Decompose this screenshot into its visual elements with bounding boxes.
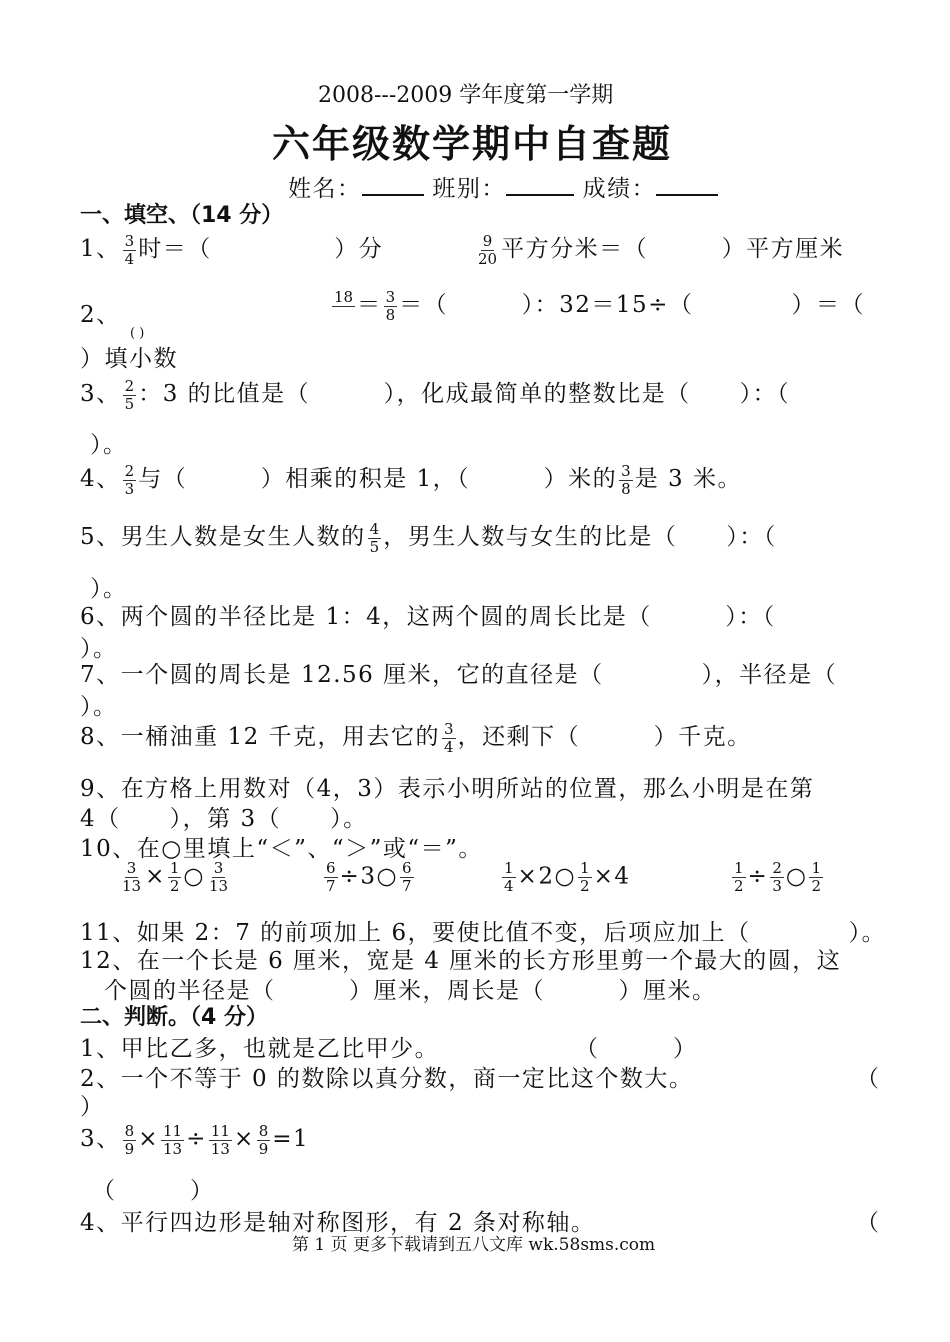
judge-question-4: 4、平行四边形是轴对称图形，有 2 条对称轴。 — [80, 1210, 596, 1236]
page-footer: 第 1 页 更多下载请到五八文库 wk.58sms.com — [292, 1235, 656, 1255]
question-1-10: 10、在○里填上“＜”、“＞”或“＝”。 — [80, 836, 483, 862]
question-1-6-cont: ）。 — [80, 636, 118, 662]
fraction: $\frac{11}{13}$ — [162, 1121, 183, 1158]
fraction: $\frac{2}{5}$ — [124, 376, 135, 413]
score-label: 成绩： — [582, 176, 657, 202]
judge-paren-2: （ — [856, 1066, 881, 1092]
question-1-2-cont: ）填小数 — [80, 346, 178, 372]
judge-question-1: 1、甲比乙多，也就是乙比甲少。 — [80, 1036, 440, 1062]
compare-expr-2: $\frac{6}{7}$ ÷3○ $\frac{6}{7}$ — [326, 859, 412, 895]
judge-question-3: 3、 $\frac{8}{9}$ × $\frac{11}{13}$ ÷ $\frac{11}{13}$ × $\frac{8}{9}$ =1 — [80, 1121, 310, 1158]
question-1-11: 11、如果 2：7 的前项加上 6，要使比值不变，后项应加上（ ）。 — [80, 920, 887, 946]
question-1-1b: $\frac{9}{20}$ 平方分米＝（ ）平方厘米 — [478, 231, 845, 268]
question-1-2-num: 2、 — [80, 302, 121, 328]
fraction: $\frac{3}{13}$ — [209, 859, 229, 895]
fraction: $\frac{3}{8}$ — [621, 461, 631, 498]
score-blank — [656, 174, 718, 196]
question-1-7: 7、一个圆的周长是 12.56 厘米，它的直径是（ ），半径是（ — [80, 662, 838, 688]
question-1-5: 5、男生人数是女生人数的 $\frac{4}{5}$ ，男生人数与女生的比是（ ）：（ — [80, 519, 777, 556]
question-1-5-cont: ）。 — [90, 576, 128, 602]
fraction: $\frac{8}{9}$ — [124, 1121, 135, 1158]
fraction: $\frac{6}{7}$ — [402, 859, 412, 895]
judge-paren-3: （ ） — [92, 1178, 215, 1204]
fraction: $\frac{2}{3}$ — [772, 859, 782, 895]
question-1-1: 1、 $\frac{3}{4}$ 时＝（ ）分 — [80, 231, 384, 268]
question-1-8: 8、一桶油重 12 千克，用去它的 $\frac{3}{4}$ ，还剩下（ ）千克。 — [80, 719, 752, 756]
fraction: $\frac{2}{3}$ — [124, 461, 135, 498]
class-label: 班别： — [432, 176, 506, 202]
question-1-6: 6、两个圆的半径比是 1：4，这两个圆的周长比是（ ）：（ — [80, 604, 776, 630]
judge-paren-1: （ ） — [575, 1036, 698, 1062]
question-1-9-cont: 4（ ），第 3（ ）。 — [80, 806, 368, 832]
fraction: $\frac{4}{5}$ — [369, 519, 380, 556]
fraction: $\frac{3}{13}$ — [122, 859, 142, 895]
question-1-2: 18 ＝ $\frac{3}{8}$ ＝（ ）：32＝15÷（ ）＝（ — [334, 287, 865, 324]
judge-paren-2-cont: ） — [80, 1094, 105, 1120]
fraction: $\frac{11}{13}$ — [210, 1121, 230, 1158]
judge-paren-4: （ — [856, 1210, 881, 1236]
class-blank — [506, 174, 574, 196]
name-blank — [362, 174, 424, 196]
question-1-12-cont: 个圆的半径是（ ）厘米，周长是（ ）厘米。 — [104, 978, 717, 1004]
question-1-3: 3、 $\frac{2}{5}$ ：3 的比值是（ ），化成最简单的整数比是（ ）：（ — [80, 376, 791, 413]
question-1-7-cont: ）。 — [80, 694, 118, 720]
info-row — [288, 170, 718, 203]
compare-expr-3: $\frac{1}{4}$ ×2○ $\frac{1}{2}$ ×4 — [504, 859, 631, 895]
fraction: $\frac{3}{4}$ — [444, 719, 454, 756]
fraction: $\frac{1}{2}$ — [580, 859, 590, 895]
fraction: $\frac{3}{4}$ — [124, 231, 135, 268]
fraction: $\frac{9}{20}$ — [478, 231, 498, 268]
question-1-12: 12、在一个长是 6 厘米，宽是 4 厘米的长方形里剪一个最大的圆，这 — [80, 948, 842, 974]
fraction: 18 — [334, 287, 354, 306]
fraction: $\frac{6}{7}$ — [326, 859, 336, 895]
compare-expr-1: $\frac{3}{13}$ × $\frac{1}{2}$ ○ $\frac{3}{13}$ — [122, 859, 229, 895]
fraction: $\frac{1}{4}$ — [504, 859, 514, 895]
fraction: $\frac{8}{9}$ — [258, 1121, 269, 1158]
name-label: 姓名： — [288, 176, 362, 202]
section1-heading: 一、填空、（14 分） — [80, 203, 284, 228]
fraction: $\frac{3}{8}$ — [385, 287, 396, 324]
page-title: 六年级数学期中自查题 — [272, 122, 673, 166]
small-paren: ( ) — [130, 326, 145, 341]
question-1-3-cont: ）。 — [90, 432, 128, 458]
compare-expr-4: $\frac{1}{2}$ ÷ $\frac{2}{3}$ ○ $\frac{1}{2}$ — [734, 859, 821, 895]
question-1-9: 9、在方格上用数对（4，3）表示小明所站的位置，那么小明是在第 — [80, 776, 815, 802]
question-1-4: 4、 $\frac{2}{3}$ 与（ ）相乘的积是 1，（ ）米的 $\frac{3}{8}$ 是 3 米。 — [80, 461, 742, 498]
fraction: $\frac{1}{2}$ — [169, 859, 180, 895]
fraction: $\frac{1}{2}$ — [734, 859, 744, 895]
term-label: 2008---2009 学年度第一学期 — [318, 83, 614, 108]
judge-question-2: 2、一个不等于 0 的数除以真分数，商一定比这个数大。 — [80, 1066, 694, 1092]
section2-heading: 二、判断。（4 分） — [80, 1005, 268, 1030]
fraction: $\frac{1}{2}$ — [811, 859, 821, 895]
